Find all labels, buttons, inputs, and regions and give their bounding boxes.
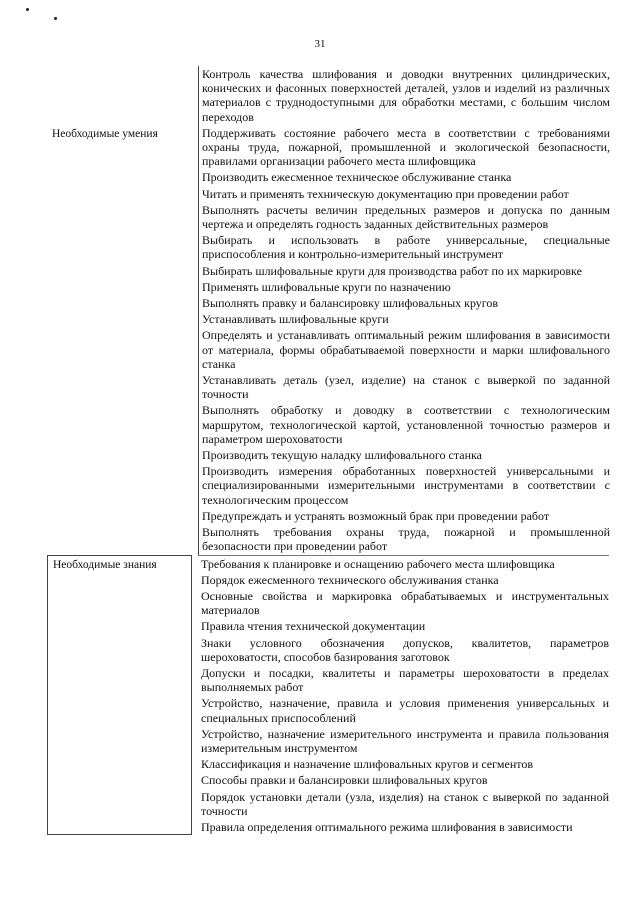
- skill-item: Устанавливать деталь (узел, изделие) на станок с выверкой по заданной точности: [202, 373, 610, 402]
- knowledge-item: Правила чтения технической документации: [201, 619, 426, 634]
- knowledge-list: [198, 555, 609, 836]
- knowledge-item: Порядок установки детали (узла, изделия) на станок с выверкой по заданной точности: [201, 789, 609, 818]
- knowledge-item: Знаки условного обозначения допусков, квалитетов, параметров шероховатости, способов базирования заготовок: [201, 635, 609, 664]
- skills-label-cell: [47, 125, 192, 555]
- skill-item: Выполнять расчеты величин предельных размеров и допуска по данным чертежа и определять годность заданных действительных размеров: [202, 202, 610, 232]
- skill-item: Производить измерения обработанных поверхностей универсальными и специализированными измерительными инструментами в соответствии с технологическим процессом: [202, 464, 610, 507]
- knowledge-item: Правила определения оптимального режима шлифования в зависимости: [201, 819, 573, 834]
- scan-mark-dot: [54, 17, 57, 20]
- continuation-cell: [198, 66, 610, 125]
- knowledge-label-cell: [47, 555, 192, 836]
- table-entry: Контроль качества шлифования и доводки внутренних цилиндрических, конических и фасонных поверхностей деталей, узлов и изделий из различных материалов с труднодоступными для обработки местами, с большим числом переходов: [202, 67, 610, 124]
- knowledge-item: Основные свойства и маркировка обрабатываемых и инструментальных материалов: [201, 588, 609, 618]
- skill-item: Выбирать и использовать в работе универсальные, специальные приспособления и контрольно-измерительный инструмент: [202, 233, 610, 262]
- skill-item: Определять и устанавливать оптимальный режим шлифования в зависимости от материала, формы обрабатываемой поверхности и марки шлифовального станка: [202, 328, 610, 371]
- knowledge-item: Устройство, назначение измерительного инструмента и правила пользования измерительным инструментом: [201, 726, 609, 755]
- skill-item: Читать и применять техническую документацию при проведении работ: [202, 186, 569, 201]
- skill-item: Поддерживать состояние рабочего места в соответствии с требованиями охраны труда, пожарной, промышленной и экологической безопасности, правилами организации рабочего места шлифовщика: [202, 125, 610, 169]
- skill-item: Применять шлифовальные круги по назначению: [202, 279, 451, 294]
- knowledge-item: Устройство, назначение, правила и условия применения универсальных и специальных приспособлений: [201, 696, 609, 725]
- skills-label: Необходимые умения: [52, 127, 158, 140]
- continuation-row: [47, 66, 615, 125]
- page-number: 31: [314, 38, 326, 50]
- knowledge-item: Порядок ежесменного технического обслуживания станка: [201, 572, 499, 587]
- competency-table: [47, 66, 615, 835]
- knowledge-row: [47, 555, 615, 836]
- continuation-label-cell: [47, 66, 192, 125]
- knowledge-item: Способы правки и балансировки шлифовальных кругов: [201, 773, 488, 788]
- skill-item: Производить ежесменное техническое обслуживание станка: [202, 170, 512, 185]
- skill-item: Выполнять правку и балансировку шлифовальных кругов: [202, 296, 499, 311]
- skill-item: Предупреждать и устранять возможный брак при проведении работ: [202, 508, 550, 523]
- knowledge-item: Классификация и назначение шлифовальных кругов и сегментов: [201, 757, 533, 772]
- knowledge-item: Допуски и посадки, квалитеты и параметры шероховатости в пределах выполняемых работ: [201, 665, 609, 695]
- skills-row: [47, 125, 615, 555]
- skill-item: Устанавливать шлифовальные круги: [202, 312, 389, 327]
- knowledge-item: Требования к планировке и оснащению рабочего места шлифовщика: [198, 555, 609, 572]
- knowledge-label: Необходимые знания: [53, 558, 157, 571]
- skill-item: Выбирать шлифовальные круги для производства работ по их маркировке: [202, 263, 582, 278]
- skills-list: [198, 125, 610, 555]
- scan-mark-dot: [26, 8, 29, 11]
- skill-item: Производить текущую наладку шлифовального станка: [202, 448, 482, 463]
- skill-item: Выполнять требования охраны труда, пожарной и промышленной безопасности при проведении работ: [202, 525, 610, 554]
- skill-item: Выполнять обработку и доводку в соответствии с технологическим маршрутом, технологической картой, установленной точностью размеров и параметром шероховатости: [202, 403, 610, 446]
